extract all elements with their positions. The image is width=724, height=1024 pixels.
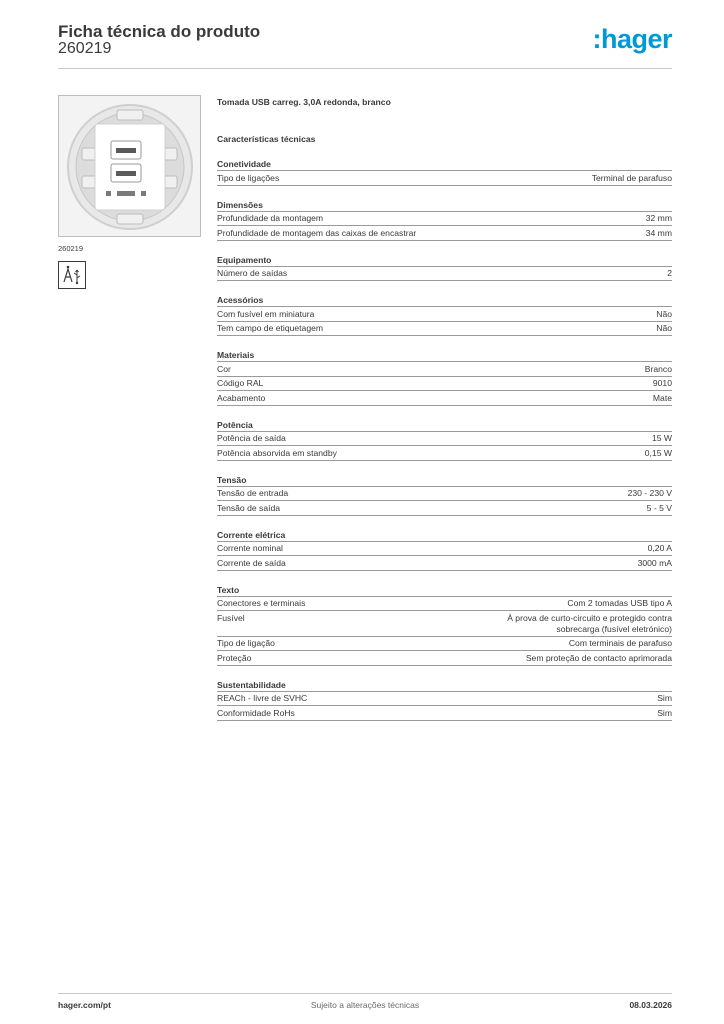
spec-label: Potência de saída (217, 433, 286, 443)
spec-group-title: Texto (217, 584, 672, 597)
spec-row (217, 226, 672, 241)
spec-label: Tem campo de etiquetagem (217, 323, 324, 333)
spec-group (217, 584, 672, 666)
spec-row (217, 377, 672, 392)
spec-row (217, 362, 672, 377)
page-header (58, 20, 672, 69)
spec-label: Fusível (217, 612, 245, 623)
spec-row (217, 637, 672, 652)
spec-row (217, 651, 672, 666)
spec-value: Não (656, 323, 672, 333)
spec-value: Terminal de parafuso (591, 172, 672, 183)
spec-row (217, 432, 672, 447)
spec-value: À prova de curto-circuito e protegido contra sobrecarga (fusível eletrónico) (507, 612, 672, 634)
spec-group (217, 199, 672, 241)
product-name: Tomada USB carreg. 3,0A redonda, branco (217, 97, 391, 107)
spec-value: Branco (644, 363, 672, 374)
spec-value: 9010 (652, 378, 672, 388)
spec-label: Proteção (217, 652, 252, 663)
spec-group (217, 529, 672, 571)
spec-row (217, 501, 672, 516)
spec-group-title: Dimensões (217, 199, 672, 212)
spec-label: Potência absorvida em standby (217, 447, 337, 458)
spec-label: Corrente de saída (217, 557, 286, 568)
spec-group-title: Sustentabilidade (217, 679, 672, 692)
spec-label: Conformidade RoHs (217, 707, 295, 718)
spec-label: Conectores e terminais (217, 598, 306, 608)
spec-value: Com terminais de parafuso (568, 638, 672, 648)
spec-row (217, 611, 672, 637)
usb-charger-symbol-icon (58, 261, 86, 289)
spec-label: Tensão de entrada (217, 488, 289, 498)
product-visual-column (58, 95, 201, 289)
spec-group (217, 474, 672, 516)
spec-row (217, 307, 672, 322)
spec-group (217, 158, 672, 186)
spec-group (217, 254, 672, 282)
spec-label: Tensão de saída (217, 502, 281, 513)
spec-value: Mate (652, 392, 672, 403)
spec-group-title: Tensão (217, 474, 672, 487)
spec-value: 34 mm (645, 227, 672, 238)
spec-label: Cor (217, 363, 231, 374)
specifications-column (217, 96, 672, 721)
footer-date: 08.03.2026 (629, 1000, 672, 1010)
spec-value: 5 - 5 V (646, 502, 672, 513)
footer-website: hager.com/pt (58, 1000, 111, 1010)
spec-value: Sim (657, 707, 672, 718)
spec-row (217, 692, 672, 707)
spec-label: Tipo de ligações (217, 172, 280, 183)
spec-label: Com fusível em miniatura (217, 308, 315, 319)
hager-logo: :hager (592, 24, 672, 54)
page-footer (58, 993, 672, 1014)
spec-row (217, 267, 672, 282)
spec-value: Sem proteção de contacto aprimorada (525, 652, 672, 663)
spec-value: 32 mm (645, 213, 672, 223)
spec-group (217, 679, 672, 721)
spec-label: Número de saídas (217, 268, 288, 278)
spec-label: REACh - livre de SVHC (217, 693, 308, 703)
spec-value: 2 (667, 268, 672, 278)
spec-group-title: Potência (217, 419, 672, 432)
document-title: Ficha técnica do produto (58, 22, 261, 41)
spec-value: 0,15 W (644, 447, 672, 458)
spec-label: Corrente nominal (217, 543, 283, 553)
spec-row (217, 542, 672, 557)
spec-row (217, 322, 672, 337)
product-image (58, 95, 201, 237)
spec-label: Profundidade da montagem (217, 213, 324, 223)
spec-value: Com 2 tomadas USB tipo A (567, 598, 672, 608)
spec-value: Não (656, 308, 672, 319)
technical-characteristics-heading: Características técnicas (217, 134, 316, 144)
spec-label: Código RAL (217, 378, 264, 388)
specification-groups (217, 158, 672, 721)
spec-group-title: Conetividade (217, 158, 672, 171)
spec-row (217, 212, 672, 227)
image-caption: 260219 (58, 244, 84, 253)
spec-label: Acabamento (217, 392, 266, 403)
footer-notice: Sujeito a alterações técnicas (310, 1000, 420, 1010)
spec-group (217, 349, 672, 406)
product-number: 260219 (58, 40, 112, 57)
spec-row (217, 391, 672, 406)
spec-value: 230 - 230 V (627, 488, 672, 498)
spec-value: 0,20 A (647, 543, 672, 553)
spec-group (217, 419, 672, 461)
spec-group-title: Equipamento (217, 254, 672, 267)
spec-row (217, 171, 672, 186)
spec-group-title: Acessórios (217, 294, 672, 307)
spec-value: 15 W (651, 433, 672, 443)
spec-row (217, 446, 672, 461)
spec-label: Tipo de ligação (217, 638, 275, 648)
usb-socket-illustration (59, 96, 200, 236)
spec-value: Sim (657, 693, 672, 703)
spec-group-title: Materiais (217, 349, 672, 362)
spec-group (217, 294, 672, 336)
spec-label: Profundidade de montagem das caixas de encastrar (217, 227, 417, 238)
spec-value: 3000 mA (637, 557, 672, 568)
spec-row (217, 597, 672, 612)
spec-row (217, 487, 672, 502)
spec-group-title: Corrente elétrica (217, 529, 672, 542)
spec-row (217, 706, 672, 721)
spec-row (217, 556, 672, 571)
